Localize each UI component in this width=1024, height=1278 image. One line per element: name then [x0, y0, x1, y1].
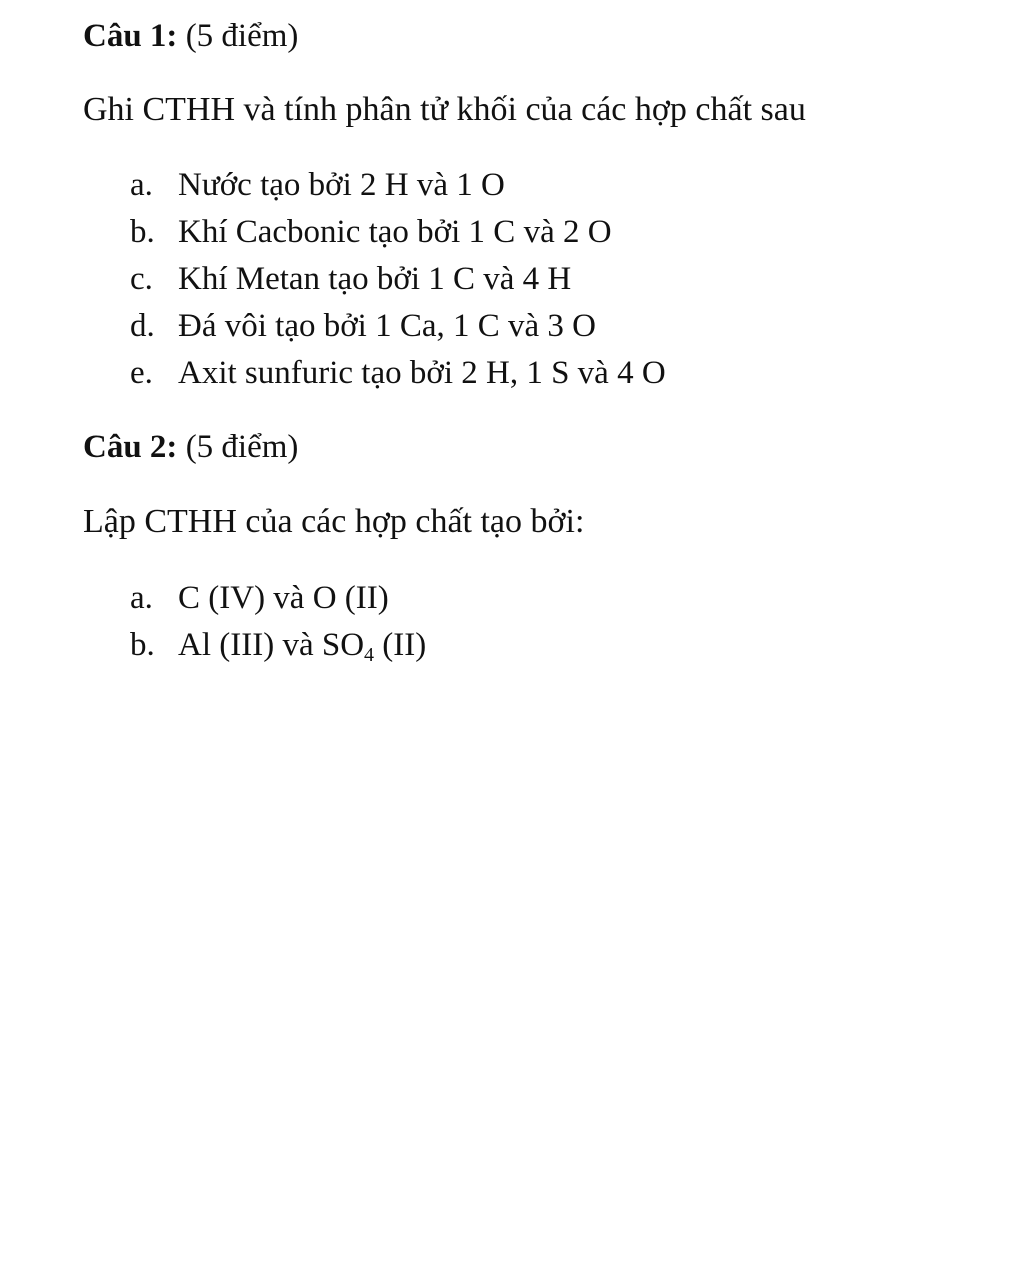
question-1-label: Câu 1:: [83, 18, 178, 54]
question-2-label: Câu 2:: [83, 429, 178, 465]
list-marker: b.: [130, 627, 155, 663]
list-marker: a.: [130, 167, 153, 203]
list-marker: d.: [130, 308, 155, 344]
list-item: [130, 212, 666, 259]
question-1-list: [130, 165, 666, 400]
list-item: [130, 259, 666, 306]
list-marker: c.: [130, 261, 153, 297]
list-item-text: Đá vôi tạo bởi 1 Ca, 1 C và 3 O: [178, 308, 596, 344]
question-2-heading: [83, 427, 298, 467]
list-marker: e.: [130, 355, 153, 391]
list-item-text-before: Al (III) và SO: [178, 627, 365, 663]
list-marker: b.: [130, 214, 155, 250]
list-item: [130, 353, 666, 400]
list-item-text-after: (II): [374, 627, 427, 663]
list-item-text: Axit sunfuric tạo bởi 2 H, 1 S và 4 O: [178, 355, 666, 391]
list-item-text: Khí Metan tạo bởi 1 C và 4 H: [178, 261, 572, 297]
list-item: [130, 165, 666, 212]
list-item: [130, 306, 666, 353]
list-item: [130, 578, 426, 625]
list-item-text: [178, 625, 426, 672]
question-2-list: [130, 578, 426, 672]
list-item-text: Khí Cacbonic tạo bởi 1 C và 2 O: [178, 214, 612, 250]
question-2-points: (5 điểm): [185, 429, 299, 465]
question-1-prompt: Ghi CTHH và tính phân tử khối của các hợp chất sau: [83, 91, 806, 128]
list-marker: a.: [130, 580, 153, 616]
subscript: 4: [364, 644, 375, 666]
list-item-text: C (IV) và O (II): [178, 580, 389, 616]
question-1-points: (5 điểm): [185, 18, 299, 54]
question-1-heading: [83, 16, 298, 56]
question-2-prompt: Lập CTHH của các hợp chất tạo bởi:: [83, 503, 585, 540]
list-item-text: Nước tạo bởi 2 H và 1 O: [178, 167, 505, 203]
list-item: [130, 625, 426, 672]
